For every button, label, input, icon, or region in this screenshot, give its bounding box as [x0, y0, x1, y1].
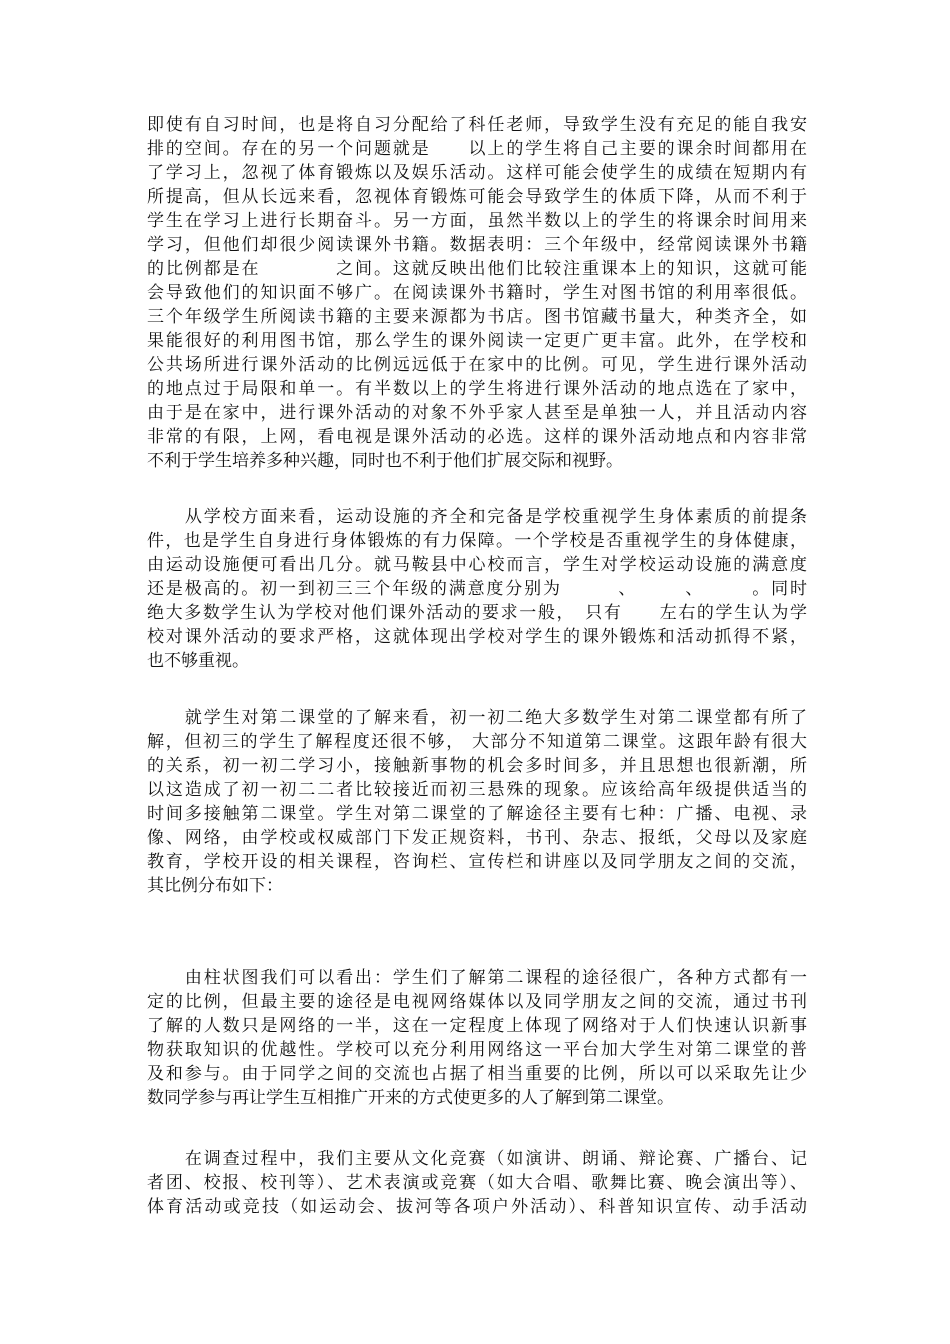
text-line: 也不够重视。 — [147, 651, 249, 671]
text-line: 学习，但他们却很少阅读课外书籍。数据表明：三个年级中，经常阅读课外书籍 — [147, 235, 807, 255]
text-line: 物获取知识的优越性。学校可以充分利用网络这一平台加大学生对第二课堂的普 — [147, 1040, 807, 1060]
text-line: 学生在学习上进行长期奋斗。另一方面，虽然半数以上的学生的将课余时间用来 — [147, 211, 807, 231]
text-line: 会导致他们的知识面不够广。在阅读课外书籍时，学生对图书馆的利用率很低。 — [147, 283, 807, 303]
text-line: 所提高，但从长远来看，忽视体育锻炼可能会导致学生的体质下降，从而不利于 — [147, 187, 807, 207]
text-line: 还是极高的。初一到初三三个年级的满意度分别为 、 、 。同时 — [147, 579, 807, 599]
text-line: 公共场所进行课外活动的比例远远低于在家中的比例。可见，学生进行课外活动 — [147, 355, 807, 375]
text-line: 由运动设施便可看出几分。就马鞍县中心校而言，学生对学校运动设施的满意度 — [147, 555, 807, 575]
text-line: 了解的人数只是网络的一半，这在一定程度上体现了网络对于人们快速认识新事 — [147, 1016, 807, 1036]
text-line: 即使有自习时间，也是将自习分配给了科任老师，导致学生没有充足的能自我安 — [147, 115, 807, 135]
text-line: 绝大多数学生认为学校对他们课外活动的要求一般， 只有 左右的学生认为学 — [147, 603, 807, 623]
text-line: 像、网络，由学校或权威部门下发正规资料，书刊、杂志、报纸，父母以及家庭 — [147, 828, 807, 848]
text-line: 体育活动或竞技（如运动会、拔河等各项户外活动）、科普知识宣传、动手活动 — [147, 1197, 807, 1217]
text-line: 时间多接触第二课堂。学生对第二课堂的了解途径主要有七种：广播、电视、录 — [147, 804, 807, 824]
text-line: 教育，学校开设的相关课程，咨询栏、宣传栏和讲座以及同学朋友之间的交流， — [147, 852, 807, 872]
text-line: 三个年级学生所阅读书籍的主要来源都为书店。图书馆藏书量大，种类齐全，如 — [147, 307, 807, 327]
text-line: 不利于学生培养多种兴趣，同时也不利于他们扩展交际和视野。 — [147, 451, 623, 471]
text-line: 在调查过程中，我们主要从文化竞赛（如演讲、朗诵、辩论赛、广播台、记 — [147, 1149, 807, 1169]
text-line: 及和参与。由于同学之间的交流也占据了相当重要的比例，所以可以采取先让少 — [147, 1064, 807, 1084]
text-line: 数同学参与再让学生互相推广开来的方式使更多的人了解到第二课堂。 — [147, 1088, 674, 1108]
text-line: 定的比例，但最主要的途径是电视网络媒体以及同学朋友之间的交流，通过书刊 — [147, 992, 807, 1012]
text-line: 件，也是学生自身进行身体锻炼的有力保障。一个学校是否重视学生的身体健康， — [147, 531, 807, 551]
text-line: 解，但初三的学生了解程度还很不够， 大部分不知道第二课堂。这跟年龄有很大 — [147, 732, 807, 752]
text-line: 了学习上，忽视了体育锻炼以及娱乐活动。这样可能会使学生的成绩在短期内有 — [147, 163, 807, 183]
text-line: 由柱状图我们可以看出：学生们了解第二课程的途径很广，各种方式都有一 — [147, 968, 807, 988]
text-line: 非常的有限，上网，看电视是课外活动的必选。这样的课外活动地点和内容非常 — [147, 427, 807, 447]
text-line: 就学生对第二课堂的了解来看，初一初二绝大多数学生对第二课堂都有所了 — [147, 708, 807, 728]
text-line: 的比例都是在 之间。这就反映出他们比较注重课本上的知识，这就可能 — [147, 259, 807, 279]
text-line: 排的空间。存在的另一个问题就是 以上的学生将自己主要的课余时间都用在 — [147, 139, 807, 159]
text-line: 果能很好的利用图书馆，那么学生的课外阅读一定更广更丰富。此外，在学校和 — [147, 331, 807, 351]
text-line: 的关系，初一初二学习小，接触新事物的机会多时间多，并且思想也很新潮，所 — [147, 756, 807, 776]
text-line: 由于是在家中，进行课外活动的对象不外乎家人甚至是单独一人，并且活动内容 — [147, 403, 807, 423]
text-line: 者团、校报、校刊等）、艺术表演或竞赛（如大合唱、歌舞比赛、晚会演出等）、 — [147, 1173, 807, 1193]
text-line: 的地点过于局限和单一。有半数以上的学生将进行课外活动的地点选在了家中， — [147, 379, 807, 399]
text-line: 从学校方面来看，运动设施的齐全和完备是学校重视学生身体素质的前提条 — [147, 507, 807, 527]
text-line: 校对课外活动的要求严格，这就体现出学校对学生的课外锻炼和活动抓得不紧， — [147, 627, 807, 647]
text-line: 以这造成了初一初二二者比较接近而初三悬殊的现象。应该给高年级提供适当的 — [147, 780, 807, 800]
text-line: 其比例分布如下： — [147, 876, 283, 896]
